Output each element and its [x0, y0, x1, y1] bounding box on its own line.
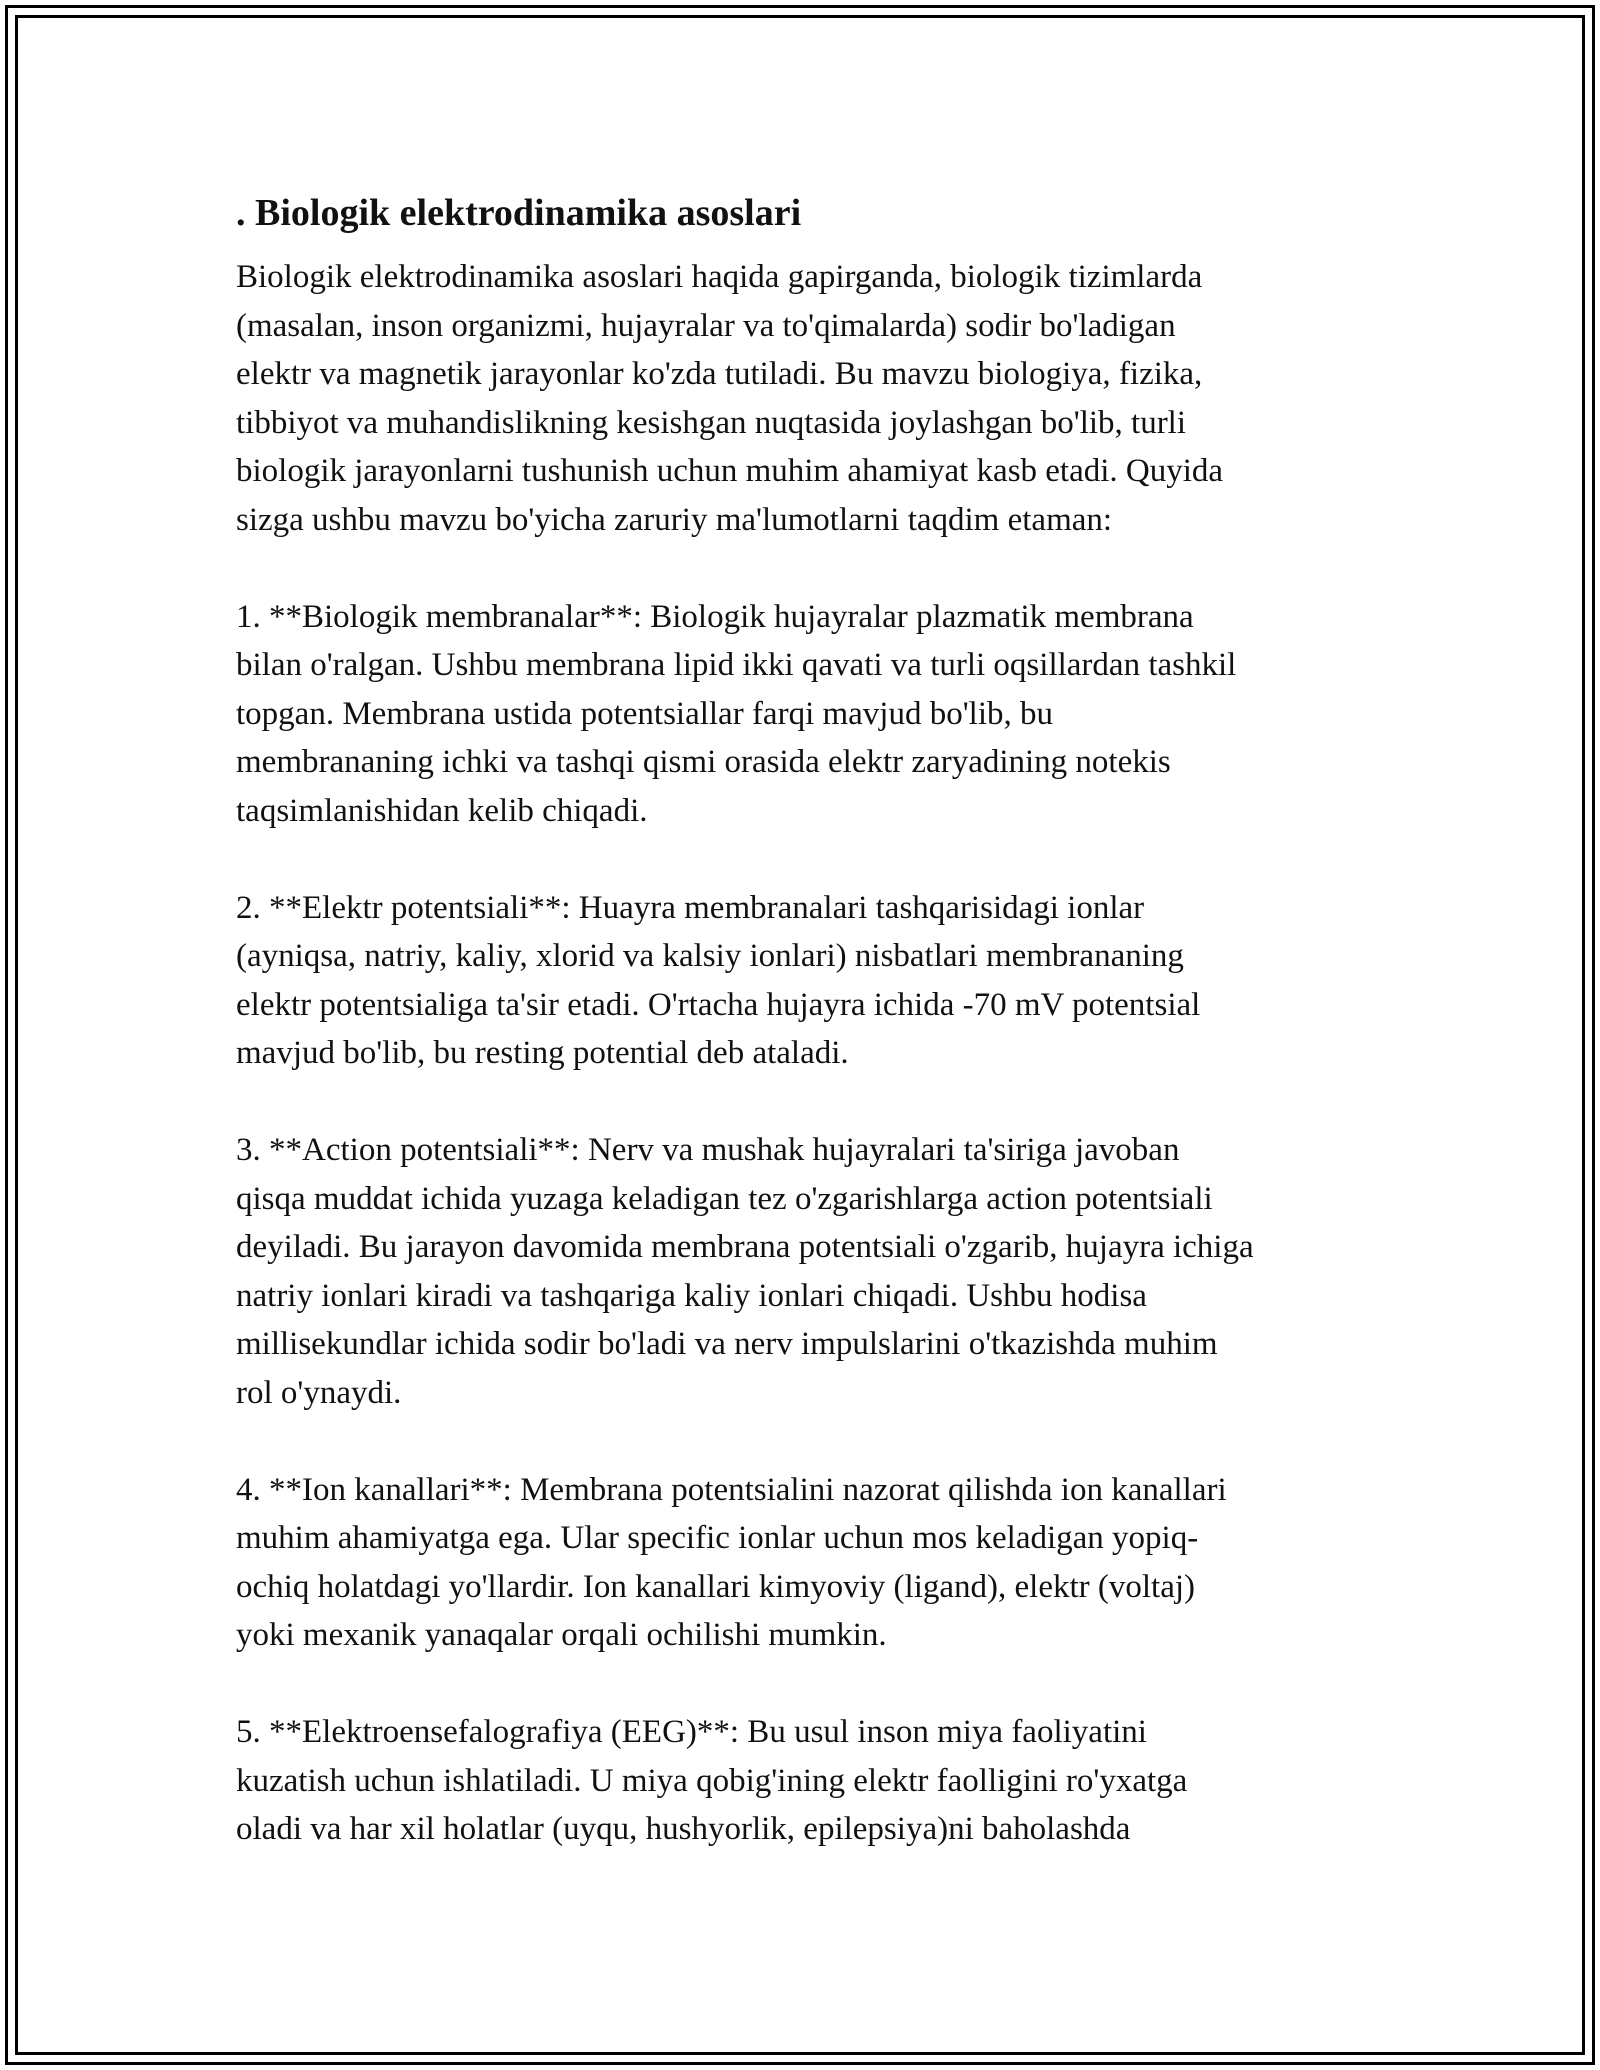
paragraph-biologik-membranalar	[236, 593, 1406, 836]
paragraph-line: 1. **Biologik membranalar**: Biologik hujayralar plazmatik membrana	[236, 598, 1194, 635]
paragraph-line: elektr potentsialiga ta'sir etadi. O'rtacha hujayra ichida -70 mV potentsial	[236, 986, 1201, 1023]
paragraph-line: natriy ionlari kiradi va tashqariga kaliy ionlari chiqadi. Ushbu hodisa	[236, 1277, 1147, 1314]
paragraph-line: mavjud bo'lib, bu resting potential deb ataladi.	[236, 1035, 849, 1071]
paragraph-line: muhim ahamiyatga ega. Ular specific ionlar uchun mos keladigan yopiq-	[236, 1520, 1199, 1556]
paragraph-line: millisekundlar ichida sodir bo'ladi va nerv impulslarini o'tkazishda muhim	[236, 1326, 1218, 1362]
paragraph-line: 2. **Elektr potentsiali**: Huayra membranalari tashqarisidagi ionlar	[236, 889, 1145, 926]
paragraph-line: oladi va har xil holatlar (uyqu, hushyorlik, epilepsiya)ni baholashda	[236, 1811, 1131, 1847]
paragraph-line: yoki mexanik yanaqalar orqali ochilishi mumkin.	[236, 1617, 887, 1653]
paragraph-elektr-potentsiali	[236, 884, 1406, 1078]
paragraph-line: 3. **Action potentsiali**: Nerv va mushak hujayralari ta'siriga javoban	[236, 1132, 1180, 1168]
paragraph-line: (masalan, inson organizmi, hujayralar va to'qimalarda) sodir bo'ladigan	[236, 307, 1176, 344]
paragraph-line: Biologik elektrodinamika asoslari haqida gapirganda, biologik tizimlarda	[236, 259, 1203, 295]
paragraph-line: topgan. Membrana ustida potentsiallar farqi mavjud bo'lib, bu	[236, 695, 1054, 732]
paragraph-line: deyiladi. Bu jarayon davomida membrana potentsiali o'zgarib, hujayra ichiga	[236, 1229, 1254, 1265]
paragraph-line: biologik jarayonlarni tushunish uchun muhim ahamiyat kasb etadi. Quyida	[236, 453, 1224, 489]
document-title: . Biologik elektrodinamika asoslari	[236, 192, 802, 234]
paragraph-line: sizga ushbu mavzu bo'yicha zaruriy ma'lumotlarni taqdim etaman:	[236, 501, 1113, 538]
paragraph-line: (ayniqsa, natriy, kaliy, xlorid va kalsiy ionlari) nisbatlari membrananing	[236, 938, 1184, 974]
paragraph-intro	[236, 253, 1406, 544]
paragraph-line: qisqa muddat ichida yuzaga keladigan tez o'zgarishlarga action potentsiali	[236, 1180, 1213, 1217]
paragraph-line: ochiq holatdagi yo'llardir. Ion kanallari kimyoviy (ligand), elektr (voltaj)	[236, 1568, 1196, 1605]
paragraph-eeg	[236, 1708, 1406, 1854]
paragraph-line: 4. **Ion kanallari**: Membrana potentsialini nazorat qilishda ion kanallari	[236, 1471, 1227, 1508]
paragraph-ion-kanallari	[236, 1466, 1406, 1660]
paragraph-line: kuzatish uchun ishlatiladi. U miya qobig'ining elektr faolligini ro'yxatga	[236, 1762, 1188, 1799]
paragraph-line: rol o'ynaydi.	[236, 1374, 402, 1411]
paragraph-line: elektr va magnetik jarayonlar ko'zda tutiladi. Bu mavzu biologiya, fizika,	[236, 356, 1203, 392]
paragraph-line: taqsimlanishidan kelib chiqadi.	[236, 792, 648, 829]
paragraph-action-potentsiali	[236, 1126, 1406, 1417]
paragraph-line: bilan o'ralgan. Ushbu membrana lipid ikki qavati va turli oqsillardan tashkil	[236, 647, 1237, 683]
paragraph-line: 5. **Elektroensefalografiya (EEG)**: Bu usul inson miya faoliyatini	[236, 1714, 1147, 1750]
document-body	[236, 185, 1406, 1902]
paragraph-line: tibbiyot va muhandislikning kesishgan nuqtasida joylashgan bo'lib, turli	[236, 404, 1187, 441]
paragraph-line: membrananing ichki va tashqi qismi orasida elektr zaryadining notekis	[236, 744, 1171, 780]
